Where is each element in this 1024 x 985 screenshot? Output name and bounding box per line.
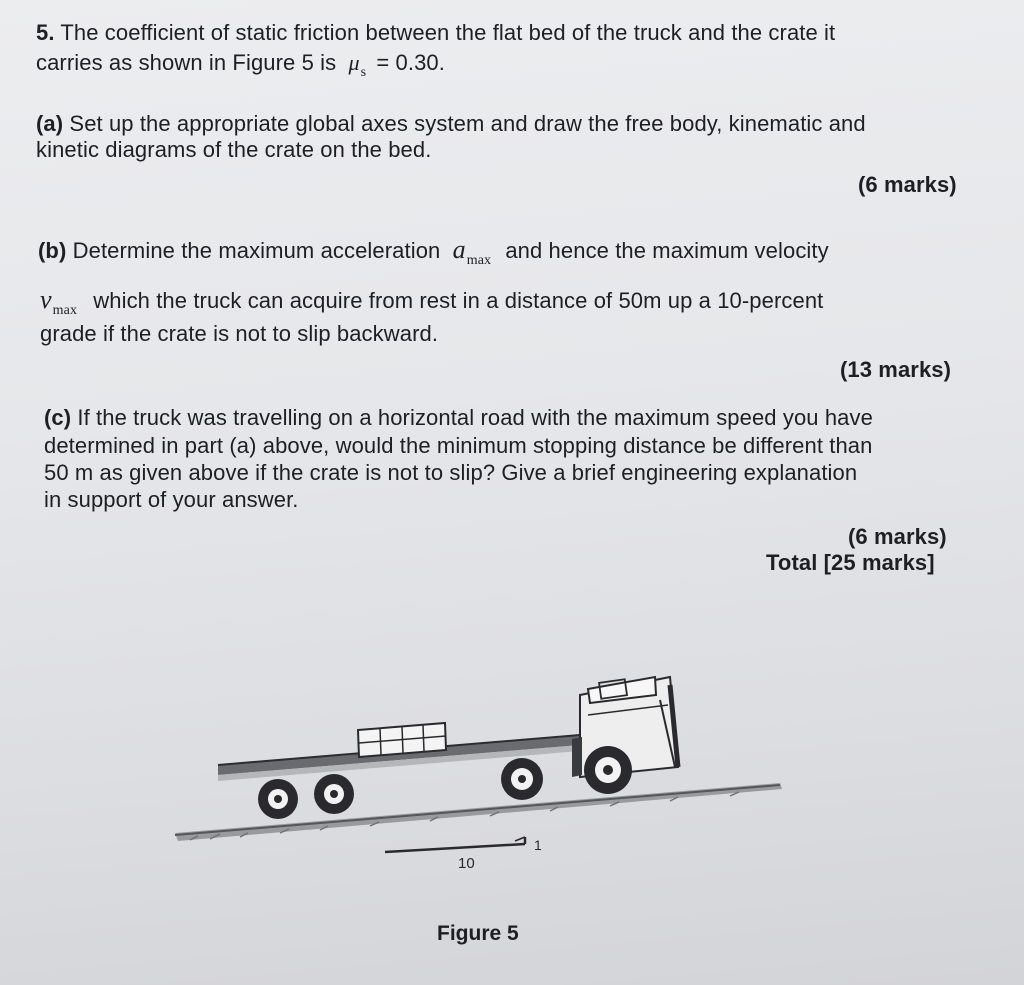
question-line-1 (36, 20, 835, 46)
figure-caption: Figure 5 (437, 922, 519, 945)
part-c-marks: (6 marks) (848, 524, 947, 549)
slope-indicator (385, 837, 525, 852)
truck-on-grade-illustration (170, 655, 790, 885)
part-a-line-1 (36, 111, 866, 137)
part-c-line-4: in support of your answer. (44, 487, 299, 512)
a-max-symbol: $a_{max}$ (452, 235, 492, 268)
part-a-label: (a) (36, 111, 64, 136)
rear-wheel-1 (258, 779, 298, 819)
part-b-line-2 (40, 287, 823, 318)
part-c-line-1 (44, 405, 873, 431)
front-wheel (584, 746, 632, 794)
mu-symbol: $\mu_s$ (348, 50, 367, 80)
part-b-label: (b) (38, 238, 67, 263)
slope-run-label: 10 (458, 855, 475, 872)
part-b-text-2: which the truck can acquire from rest in a distance of 50m up a 10-percent (93, 288, 824, 313)
mu-subscript: s (360, 65, 367, 80)
rear-wheel-2 (314, 774, 354, 814)
question-number: 5. (36, 20, 55, 45)
part-a-text-1: Set up the appropriate global axes system and draw the free body, kinematic and (69, 111, 866, 136)
mu-value: = 0.30. (376, 50, 445, 75)
part-b-line-1 (38, 237, 829, 268)
figure-5 (170, 655, 790, 885)
part-b-text-1-post: and hence the maximum velocity (505, 238, 829, 263)
slope-rise-label: 1 (534, 837, 542, 853)
part-c-line-3: 50 m as given above if the crate is not to slip? Give a brief engineering explanation (44, 460, 858, 485)
part-b-line-3: grade if the crate is not to slip backward. (40, 321, 439, 346)
part-b-text-1: Determine the maximum acceleration (72, 238, 441, 263)
question-intro-line-2: carries as shown in Figure 5 is (36, 50, 337, 75)
part-b-marks: (13 marks) (840, 357, 952, 382)
crate (358, 723, 446, 757)
a-max-subscript: max (466, 253, 492, 268)
part-c-line-2: determined in part (a) above, would the minimum stopping distance be different than (44, 433, 873, 458)
question-intro-line-1: The coefficient of static friction between the flat bed of the truck and the crate it (60, 20, 836, 45)
v-max-subscript: max (52, 303, 78, 318)
v-max-symbol: $v_{max}$ (40, 285, 78, 318)
part-c-label: (c) (44, 405, 72, 430)
part-a-line-2: kinetic diagrams of the crate on the bed. (36, 137, 432, 162)
part-c-text-1: If the truck was travelling on a horizontal road with the maximum speed you have (77, 405, 873, 430)
middle-wheel (501, 758, 543, 800)
total-marks: Total [25 marks] (766, 550, 935, 575)
part-a-marks: (6 marks) (858, 172, 957, 197)
question-line-2 (36, 50, 445, 80)
